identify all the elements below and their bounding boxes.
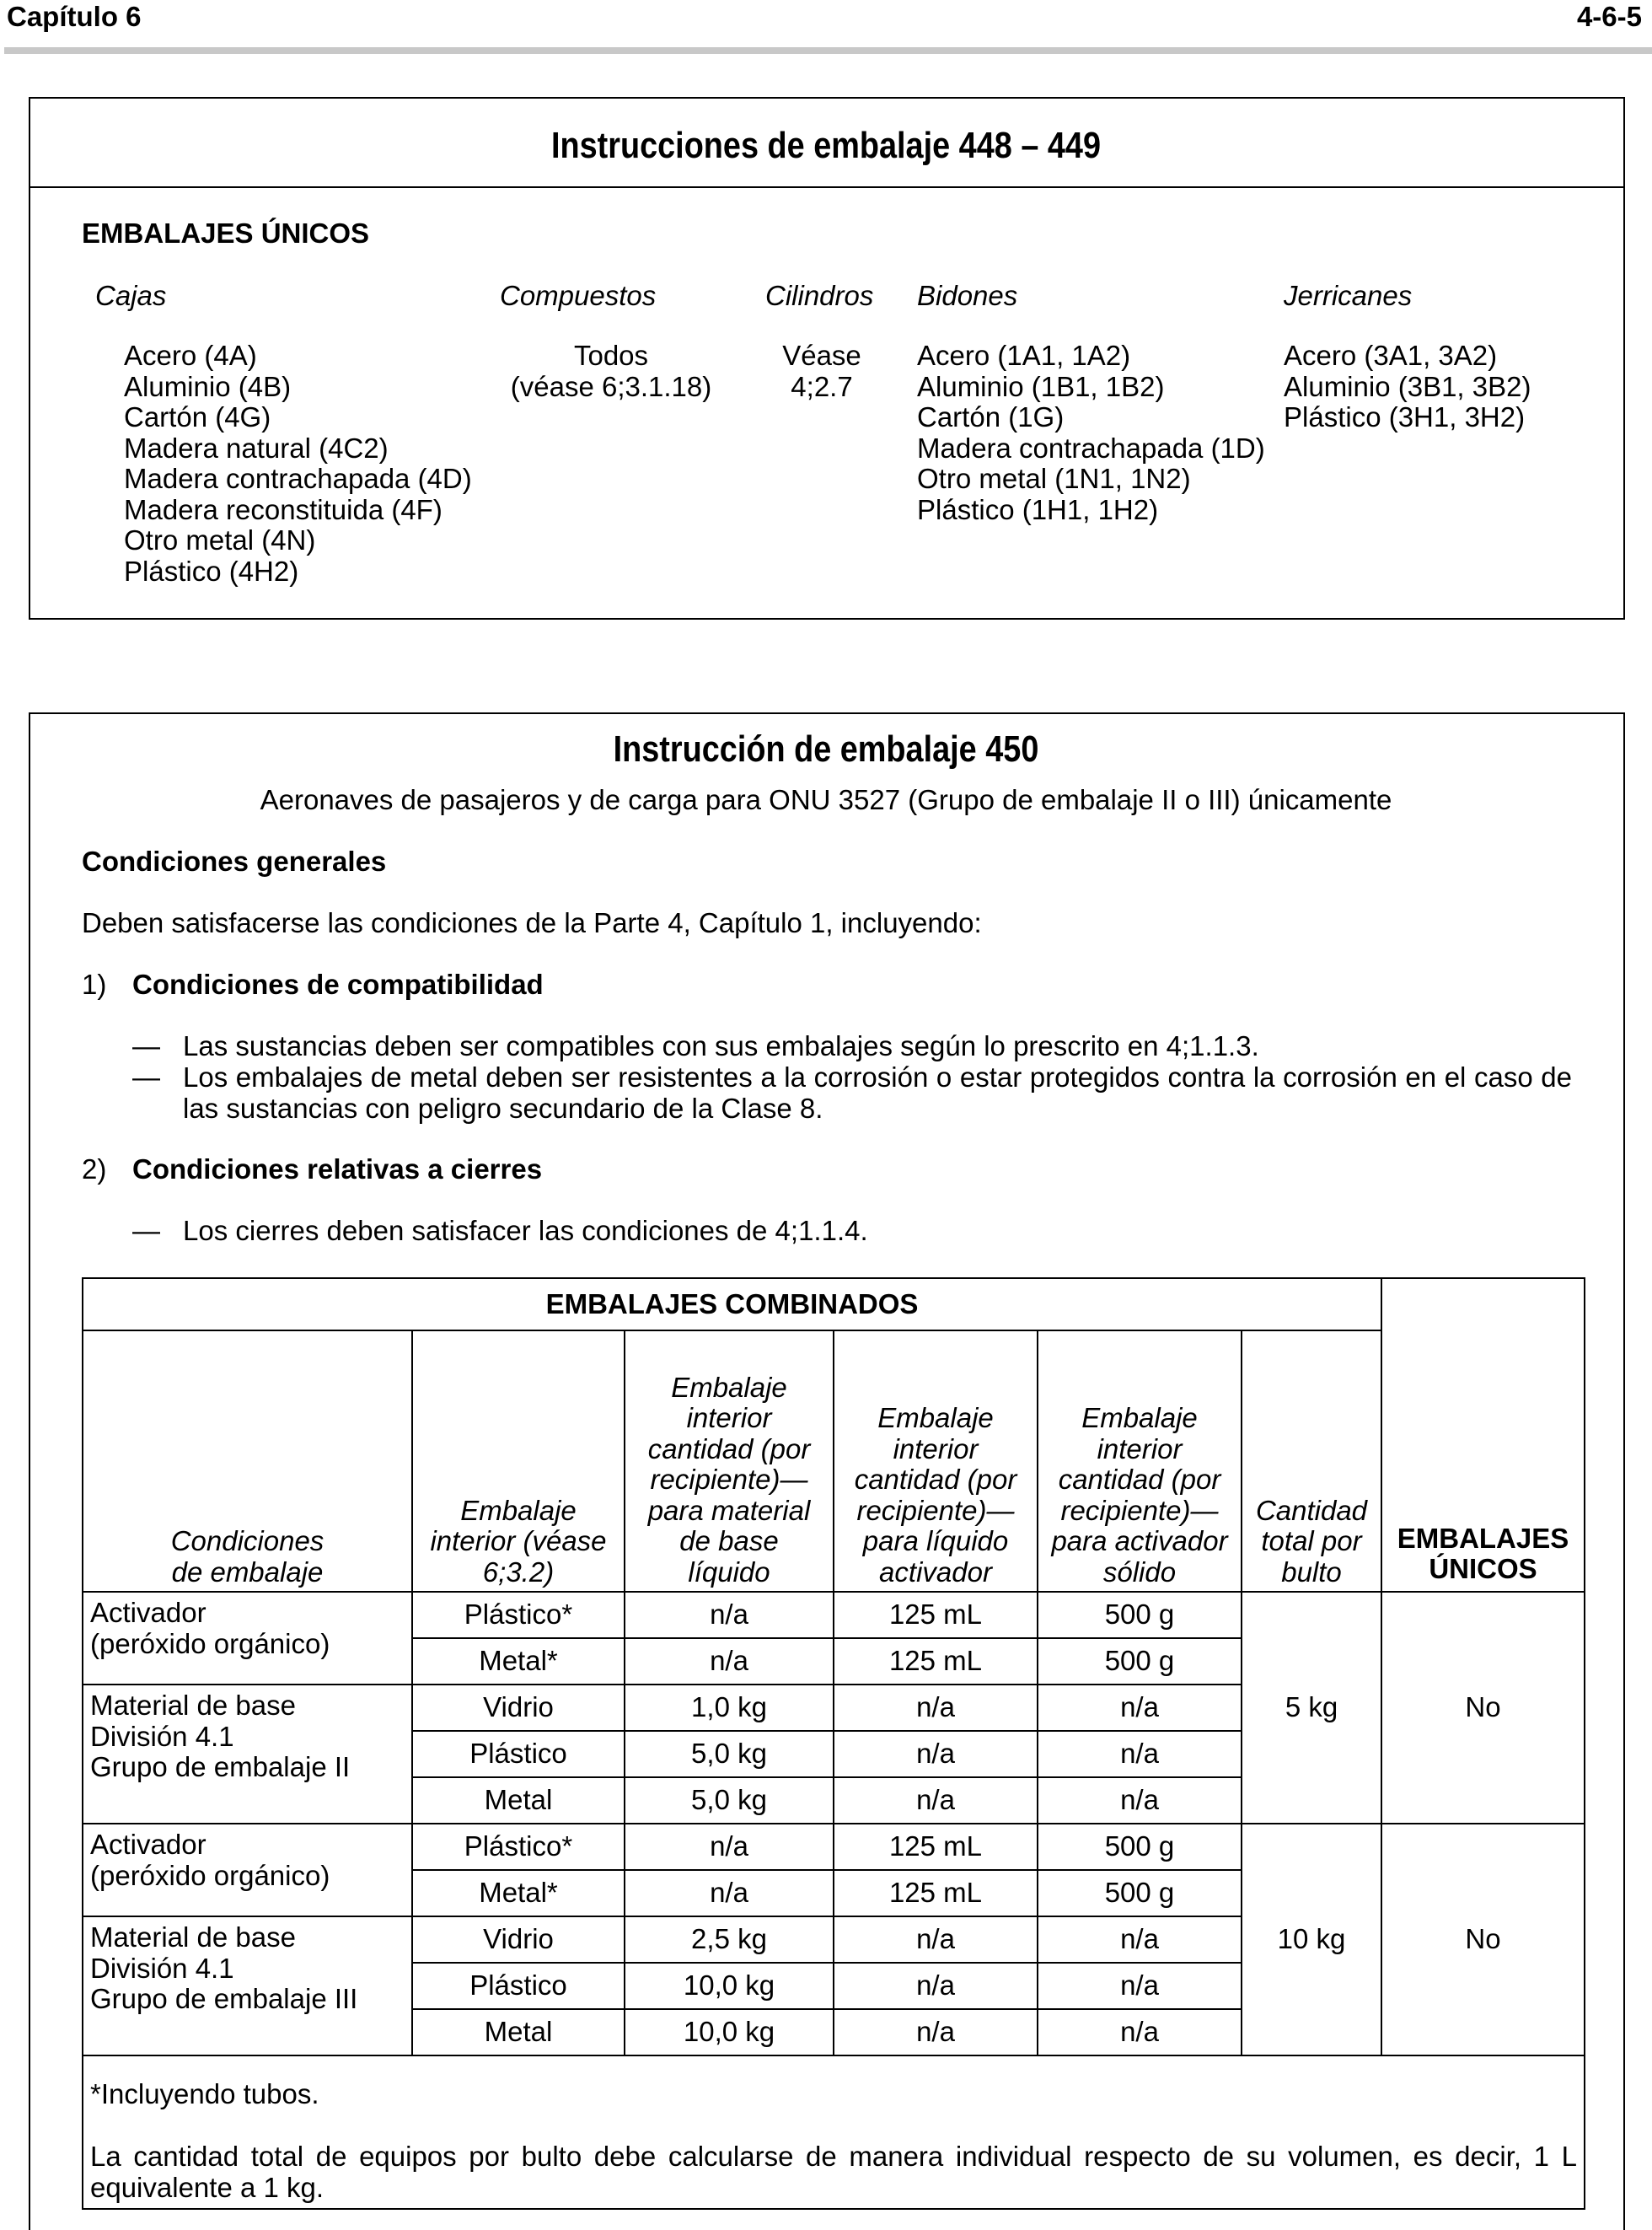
- compuestos-list: [489, 341, 733, 402]
- cell-base: n/a: [625, 1824, 834, 1870]
- list-item: Aluminio (3B1, 3B2): [1284, 370, 1531, 402]
- list-item: Madera natural (4C2): [124, 432, 389, 464]
- cell-inner: Vidrio: [412, 1685, 625, 1731]
- cell-liquid: n/a: [834, 1916, 1038, 1963]
- list-item: Plástico (3H1, 3H2): [1284, 401, 1526, 433]
- list-item: Acero (4A): [124, 340, 257, 371]
- cell-base: n/a: [625, 1592, 834, 1638]
- bidones-list: [917, 341, 1265, 525]
- col-head-cajas: Cajas: [95, 280, 167, 311]
- row-label-base-material: Material de base División 4.1 Grupo de embalaje III: [83, 1916, 412, 2055]
- cell-solid: n/a: [1038, 1685, 1242, 1731]
- page-number: 4-6-5: [1576, 1, 1642, 32]
- list-item: Acero (1A1, 1A2): [917, 340, 1131, 371]
- row-label-activator: Activador (peróxido orgánico): [83, 1824, 412, 1916]
- table-notes: [83, 2055, 1585, 2209]
- cell-base: 1,0 kg: [625, 1685, 834, 1731]
- list-item: Madera contrachapada (4D): [124, 463, 472, 494]
- col-header-conditions: Condiciones de embalaje: [83, 1330, 412, 1592]
- row-label-base-material: Material de base División 4.1 Grupo de embalaje II: [83, 1685, 412, 1824]
- cell-inner: Metal*: [412, 1638, 625, 1685]
- cell-base: 10,0 kg: [625, 2009, 834, 2055]
- list-item: (véase 6;3.1.18): [510, 370, 712, 402]
- instruction-450-subtitle: Aeronaves de pasajeros y de carga para ONU 3527 (Grupo de embalaje II o III) únicamente: [260, 784, 1392, 815]
- cell-liquid: n/a: [834, 1685, 1038, 1731]
- cell-inner: Plástico*: [412, 1824, 625, 1870]
- list-item: 4;2.7: [791, 370, 853, 402]
- title-separator: [29, 186, 1625, 188]
- dash-bullet: —: [132, 1061, 160, 1093]
- cell-inner: Plástico: [412, 1731, 625, 1777]
- cell-liquid: n/a: [834, 2009, 1038, 2055]
- condition-2-heading: Condiciones relativas a cierres: [132, 1153, 543, 1185]
- col-header-base: Embalaje interior cantidad (por recipiente)— para material de base líquido: [625, 1330, 834, 1592]
- cell-liquid: 125 mL: [834, 1638, 1038, 1685]
- cell-liquid: n/a: [834, 1777, 1038, 1824]
- cell-total: 5 kg: [1242, 1592, 1381, 1824]
- col-header-inner: Embalaje interior (véase 6;3.2): [412, 1330, 625, 1592]
- col-head-cilindros: Cilindros: [765, 280, 874, 311]
- cell-liquid: n/a: [834, 1963, 1038, 2009]
- cell-inner: Vidrio: [412, 1916, 625, 1963]
- col-head-bidones: Bidones: [917, 280, 1018, 311]
- instruction-448-449-title: Instrucciones de embalaje 448 – 449: [550, 125, 1102, 166]
- cell-solid: n/a: [1038, 1731, 1242, 1777]
- jerricanes-list: [1284, 341, 1531, 433]
- cell-single: No: [1381, 1592, 1585, 1824]
- col-header-solid: Embalaje interior cantidad (por recipiente)— para activador sólido: [1038, 1330, 1242, 1592]
- col-header-total: Cantidad total por bulto: [1242, 1330, 1381, 1592]
- cell-solid: 500 g: [1038, 1824, 1242, 1870]
- dash-bullet: —: [132, 1030, 160, 1061]
- condition-1-heading: Condiciones de compatibilidad: [132, 969, 544, 1000]
- general-conditions-heading: Condiciones generales: [82, 846, 387, 877]
- condition-2-number: 2): [82, 1153, 107, 1185]
- general-conditions-intro: Deben satisfacerse las condiciones de la Parte 4, Capítulo 1, incluyendo:: [82, 907, 982, 938]
- cell-liquid: n/a: [834, 1731, 1038, 1777]
- list-item: Madera contrachapada (1D): [917, 432, 1265, 464]
- cell-solid: 500 g: [1038, 1870, 1242, 1916]
- note-total-quantity: La cantidad total de equipos por bulto debe calcularse de manera individual respecto de su volumen, es decir, 1 L equivalente a 1 kg.: [90, 2141, 1577, 2203]
- compat-item-2: Los embalajes de metal deben ser resistentes a la corrosión o estar protegidos contra la corrosión en el caso de las sustancias con peligro secundario de la Clase 8.: [183, 1061, 1572, 1124]
- packing-table: [82, 1277, 1585, 2210]
- cell-inner: Plástico: [412, 1963, 625, 2009]
- cell-solid: 500 g: [1038, 1638, 1242, 1685]
- dash-bullet: —: [132, 1215, 160, 1246]
- cell-inner: Metal: [412, 1777, 625, 1824]
- cell-base: 5,0 kg: [625, 1731, 834, 1777]
- cell-solid: n/a: [1038, 1777, 1242, 1824]
- cell-total: 10 kg: [1242, 1824, 1381, 2055]
- cell-single: No: [1381, 1824, 1585, 2055]
- list-item: Otro metal (1N1, 1N2): [917, 463, 1191, 494]
- list-item: Plástico (1H1, 1H2): [917, 493, 1159, 525]
- list-item: Todos: [573, 340, 649, 371]
- closures-item-1: Los cierres deben satisfacer las condiciones de 4;1.1.4.: [183, 1215, 868, 1246]
- instruction-450-title: Instrucción de embalaje 450: [613, 728, 1039, 770]
- list-item: Aluminio (4B): [124, 370, 292, 402]
- list-item: Véase: [782, 340, 861, 371]
- header-rule: [4, 47, 1652, 54]
- cell-base: n/a: [625, 1638, 834, 1685]
- note-tubes: *Incluyendo tubos.: [90, 2078, 319, 2109]
- cell-solid: n/a: [1038, 2009, 1242, 2055]
- cell-liquid: 125 mL: [834, 1870, 1038, 1916]
- cell-liquid: 125 mL: [834, 1592, 1038, 1638]
- compat-item-1: Las sustancias deben ser compatibles con sus embalajes según lo prescrito en 4;1.1.3.: [183, 1030, 1259, 1061]
- row-label-activator: Activador (peróxido orgánico): [83, 1592, 412, 1685]
- list-item: Cartón (1G): [917, 401, 1065, 433]
- chapter-label: Capítulo 6: [7, 1, 142, 32]
- col-head-compuestos: Compuestos: [500, 280, 657, 311]
- cilindros-list: [759, 341, 885, 402]
- condition-1-number: 1): [82, 969, 107, 1000]
- list-item: Otro metal (4N): [124, 524, 316, 556]
- list-item: Madera reconstituida (4F): [124, 493, 442, 525]
- cell-base: 2,5 kg: [625, 1916, 834, 1963]
- cell-solid: n/a: [1038, 1916, 1242, 1963]
- cell-base: n/a: [625, 1870, 834, 1916]
- cell-inner: Metal: [412, 2009, 625, 2055]
- cell-liquid: 125 mL: [834, 1824, 1038, 1870]
- col-header-liquid: Embalaje interior cantidad (por recipiente)— para líquido activador: [834, 1330, 1038, 1592]
- list-item: Acero (3A1, 3A2): [1284, 340, 1498, 371]
- list-item: Plástico (4H2): [124, 555, 299, 587]
- cell-solid: n/a: [1038, 1963, 1242, 2009]
- single-packagings-heading: EMBALAJES ÚNICOS: [82, 218, 370, 249]
- combined-packagings-header: EMBALAJES COMBINADOS: [83, 1278, 1381, 1330]
- cell-solid: 500 g: [1038, 1592, 1242, 1638]
- cell-inner: Plástico*: [412, 1592, 625, 1638]
- cell-base: 10,0 kg: [625, 1963, 834, 2009]
- cell-inner: Metal*: [412, 1870, 625, 1916]
- cajas-list: [124, 341, 472, 587]
- list-item: Cartón (4G): [124, 401, 271, 433]
- single-packagings-header: EMBALAJES ÚNICOS: [1381, 1278, 1585, 1592]
- col-head-jerricanes: Jerricanes: [1284, 280, 1413, 311]
- cell-base: 5,0 kg: [625, 1777, 834, 1824]
- list-item: Aluminio (1B1, 1B2): [917, 370, 1165, 402]
